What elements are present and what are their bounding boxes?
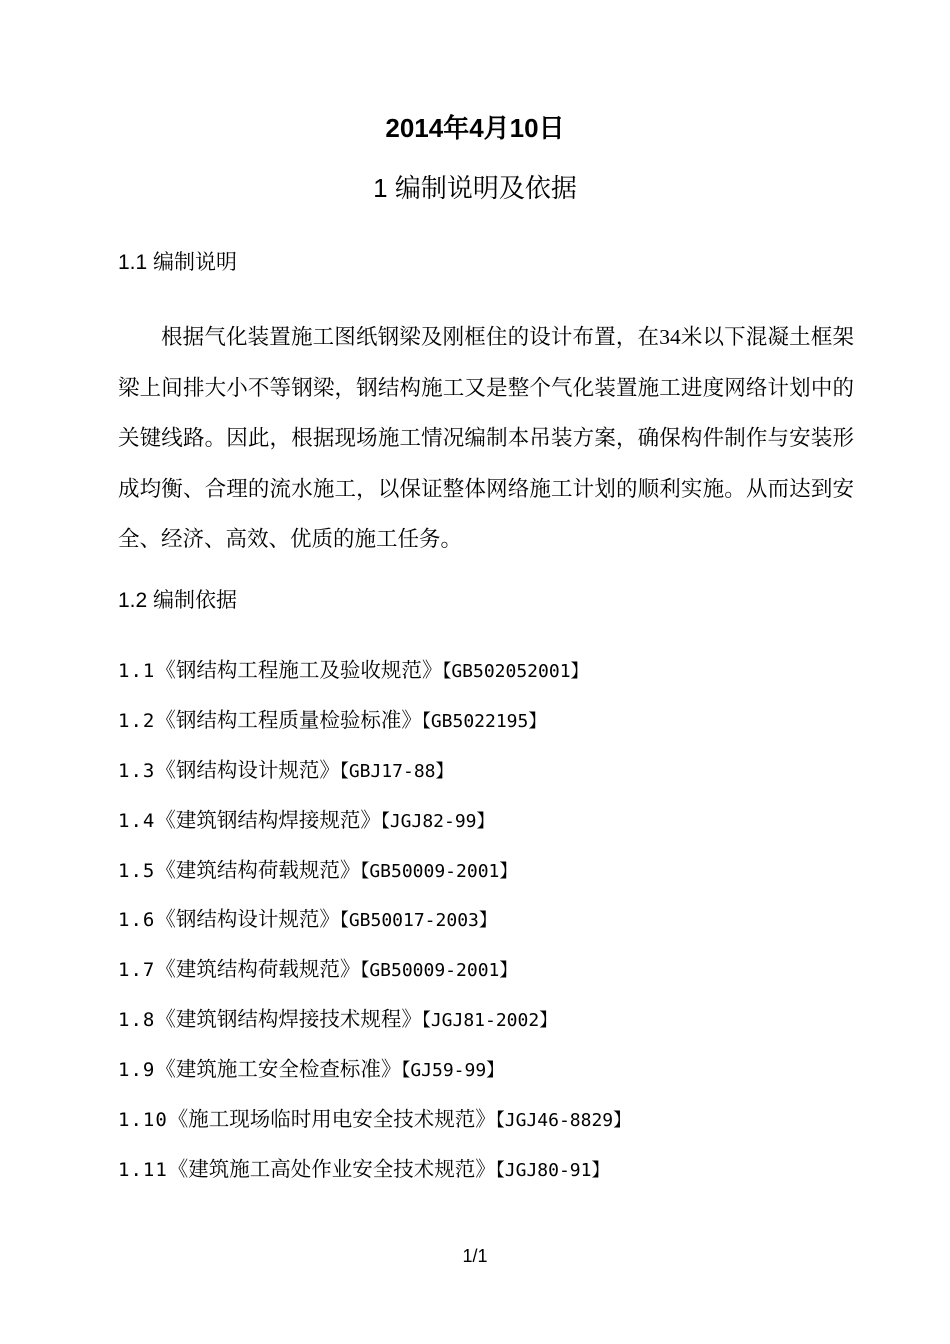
reference-code: 【JGJ46-8829】: [495, 1110, 632, 1132]
reference-number: 1.6: [118, 909, 156, 932]
reference-code: 【JGJ81-2002】: [421, 1010, 558, 1032]
reference-title: 《建筑施工安全检查标准》: [155, 1059, 402, 1082]
reference-item: [118, 854, 631, 904]
reference-code: 【JGJ82-99】: [380, 810, 495, 832]
reference-code: 【GB50009-2001】: [360, 960, 518, 982]
reference-number: 1.7: [118, 959, 156, 982]
reference-item: [118, 704, 631, 754]
reference-item: [118, 654, 631, 704]
reference-item: [118, 754, 631, 804]
reference-title: 《建筑结构荷载规范》: [155, 859, 361, 882]
reference-item: [118, 903, 631, 953]
reference-item: [118, 1103, 631, 1153]
reference-code: 【GJ59-99】: [401, 1060, 505, 1082]
reference-code: 【GB50009-2001】: [360, 860, 518, 882]
reference-item: [118, 804, 631, 854]
reference-code: 【GB5022195】: [421, 710, 547, 732]
section-heading-1-1: 1.1 编制说明: [118, 251, 238, 274]
reference-number: 1.5: [118, 859, 156, 882]
document-title: 1 编制说明及依据: [373, 173, 577, 203]
section-1-1-paragraph: 根据气化装置施工图纸钢梁及刚框住的设计布置，在34米以下混凝土框架梁上间排大小不等钢梁，钢结构施工又是整个气化装置施工进度网络计划中的关键线路。因此，根据现场施工情况编制本吊装方案，确保构件制作与安装形成均衡、合理的流水施工，以保证整体网络施工计划的顺利实施。从而达到安全、经济、高效、优质的施工任务。: [118, 325, 854, 551]
reference-number: 1.4: [118, 809, 156, 832]
page-number: 1/1: [462, 1246, 488, 1266]
reference-title: 《建筑钢结构焊接规范》: [155, 809, 381, 832]
reference-item: [118, 1003, 631, 1053]
reference-item: [118, 953, 631, 1003]
reference-code: 【GB502052001】: [442, 661, 589, 682]
reference-number: 1.3: [118, 759, 156, 782]
reference-number: 1.8: [118, 1009, 156, 1032]
reference-code: 【JGJ80-91】: [495, 1159, 610, 1181]
reference-number: 1.11: [118, 1158, 168, 1181]
reference-title: 《建筑施工高处作业安全技术规范》: [167, 1158, 496, 1181]
reference-title: 《钢结构设计规范》: [155, 909, 340, 932]
reference-title: 《建筑结构荷载规范》: [155, 959, 361, 982]
section-heading-1-2: 1.2 编制依据: [118, 589, 238, 612]
document-date: 2014年4月10日: [385, 113, 565, 143]
reference-number: 1.2: [118, 709, 156, 732]
reference-number: 1.9: [118, 1059, 156, 1082]
reference-title: 《钢结构工程质量检验标准》: [155, 709, 422, 732]
reference-title: 《钢结构工程施工及验收规范》: [155, 660, 443, 682]
reference-code: 【GBJ17-88】: [339, 760, 454, 782]
reference-number: 1.10: [118, 1109, 168, 1132]
reference-title: 《钢结构设计规范》: [155, 759, 340, 782]
reference-title: 《建筑钢结构焊接技术规程》: [155, 1009, 422, 1032]
reference-list: [118, 654, 631, 1203]
reference-number: 1.1: [118, 660, 156, 682]
reference-code: 【GB50017-2003】: [339, 910, 497, 932]
reference-title: 《施工现场临时用电安全技术规范》: [167, 1109, 496, 1132]
reference-item: [118, 1153, 631, 1203]
reference-item: [118, 1053, 631, 1103]
